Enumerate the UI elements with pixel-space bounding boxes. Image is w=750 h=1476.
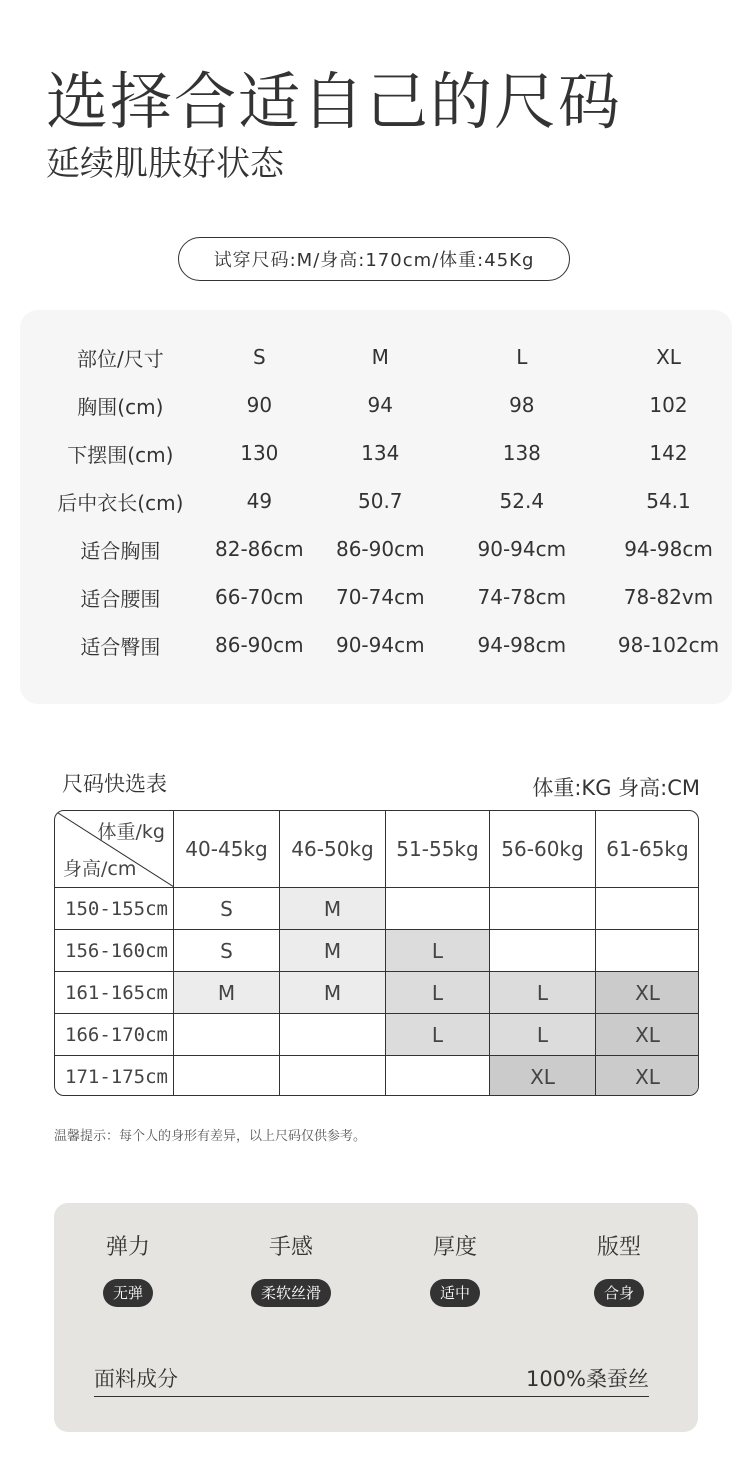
page-title: 选择合适自己的尺码 [46, 65, 623, 138]
quick-select-row [55, 888, 700, 930]
size-cell [280, 1014, 386, 1056]
size-cell: M [280, 930, 386, 972]
size-cell [174, 1014, 280, 1056]
feature-hand-feel [231, 1233, 351, 1307]
size-chart-row-label: 胸围(cm) [77, 394, 164, 419]
size-chart-cell: 82-86cm [215, 537, 304, 561]
fabric-label: 面料成分 [94, 1367, 178, 1391]
quick-select-table-frame [54, 810, 699, 1096]
size-chart-cell: 130 [240, 441, 279, 465]
feature-fit [559, 1233, 679, 1307]
quick-select-header-row [55, 811, 700, 888]
height-row-label: 161-165cm [55, 972, 174, 1014]
feature-value-badge: 合身 [594, 1279, 644, 1307]
size-tip-note: 温馨提示：每个人的身形有差异，以上尺码仅供参考。 [54, 1129, 367, 1144]
size-cell: L [490, 972, 596, 1014]
size-cell: L [490, 1014, 596, 1056]
size-chart-row [38, 621, 738, 669]
size-chart-row-label: 下摆围(cm) [67, 442, 174, 467]
feature-label: 版型 [596, 1235, 641, 1260]
height-row-label: 150-155cm [55, 888, 174, 930]
quick-select-units: 体重:KG 身高:CM [532, 776, 700, 800]
size-chart-cell: 90-94cm [335, 633, 425, 657]
size-cell: XL [596, 1056, 700, 1097]
size-chart-cell: 138 [502, 441, 541, 465]
size-chart-row [38, 573, 738, 621]
size-chart-row-label: 适合胸围 [80, 538, 161, 563]
size-chart-cell: 98 [509, 393, 535, 417]
size-chart-table [38, 333, 738, 669]
size-chart-cell: 94-98cm [624, 537, 713, 561]
size-chart-cell: 52.4 [499, 489, 545, 513]
size-chart-cell: 74-78cm [477, 585, 567, 609]
weight-header-cell: 46-50kg [280, 811, 386, 888]
size-chart-cell: 78-82vm [623, 585, 714, 609]
size-cell [490, 930, 596, 972]
size-cell: S [174, 930, 280, 972]
size-chart-cell: 70-74cm [335, 585, 425, 609]
size-cell: M [280, 888, 386, 930]
quick-select-corner-cell [55, 811, 174, 888]
height-row-label: 171-175cm [55, 1056, 174, 1097]
weight-header-cell: 61-65kg [596, 811, 700, 888]
size-cell: S [174, 888, 280, 930]
size-chart-header-row [38, 333, 738, 381]
fabric-composition-row [94, 1360, 649, 1397]
size-chart-cell: 142 [649, 441, 688, 465]
size-cell: L [386, 930, 490, 972]
size-chart-cell: 94-98cm [477, 633, 567, 657]
size-chart-header-cell: XL [656, 345, 681, 369]
size-chart-cell: 66-70cm [215, 585, 304, 609]
size-chart-cell: 54.1 [646, 489, 691, 513]
size-chart-cell: 49 [246, 489, 273, 513]
size-cell: L [386, 1014, 490, 1056]
size-cell: M [174, 972, 280, 1014]
size-chart-row-label: 适合臀围 [80, 634, 161, 659]
corner-weight-label: 体重/kg [97, 821, 165, 843]
size-chart-cell: 90-94cm [477, 537, 567, 561]
height-row-label: 156-160cm [55, 930, 174, 972]
size-cell: M [280, 972, 386, 1014]
size-cell [596, 930, 700, 972]
size-cell: XL [490, 1056, 596, 1097]
feature-value-badge: 无弹 [103, 1279, 153, 1307]
quick-select-row [55, 930, 700, 972]
size-chart-header-cell: L [516, 345, 528, 369]
size-chart-row [38, 477, 738, 525]
size-chart-cell: 98-102cm [617, 633, 720, 657]
size-cell: XL [596, 1014, 700, 1056]
page-subtitle: 延续肌肤好状态 [46, 144, 284, 184]
quick-select-row [55, 1014, 700, 1056]
quick-select-row [55, 972, 700, 1014]
height-row-label: 166-170cm [55, 1014, 174, 1056]
weight-header-cell: 40-45kg [174, 811, 280, 888]
feature-label: 厚度 [432, 1235, 477, 1260]
size-cell: XL [596, 972, 700, 1014]
feature-value-badge: 柔软丝滑 [251, 1279, 331, 1307]
size-chart-cell: 50.7 [358, 489, 403, 513]
size-cell [280, 1056, 386, 1097]
corner-height-label: 身高/cm [63, 858, 137, 880]
size-cell [386, 1056, 490, 1097]
size-chart-cell: 86-90cm [335, 537, 425, 561]
feature-label: 弹力 [105, 1235, 150, 1260]
size-chart-cell: 94 [367, 393, 393, 417]
size-chart-cell: 102 [649, 393, 688, 417]
quick-select-title: 尺码快选表 [62, 772, 167, 796]
size-cell [490, 888, 596, 930]
size-chart-row [38, 429, 738, 477]
size-chart-row-label: 后中衣长(cm) [57, 490, 184, 515]
size-chart-header-cell: S [252, 345, 266, 369]
size-chart-header-cell: 部位/尺寸 [76, 346, 164, 371]
weight-header-cell: 51-55kg [386, 811, 490, 888]
size-chart-header-cell: M [371, 345, 389, 369]
quick-select-table [54, 810, 699, 1096]
quick-select-row [55, 1056, 700, 1097]
weight-header-cell: 56-60kg [490, 811, 596, 888]
size-chart-row [38, 525, 738, 573]
size-cell [174, 1056, 280, 1097]
size-chart-cell: 90 [246, 393, 273, 417]
feature-thickness [395, 1233, 515, 1307]
feature-label: 手感 [268, 1235, 313, 1260]
fabric-value: 100%桑蚕丝 [525, 1367, 649, 1391]
size-cell [386, 888, 490, 930]
feature-value-badge: 适中 [430, 1279, 480, 1307]
size-chart-cell: 86-90cm [215, 633, 304, 657]
feature-elasticity [68, 1233, 188, 1307]
size-cell: L [386, 972, 490, 1014]
size-chart-cell: 134 [361, 441, 400, 465]
size-chart-row-label: 适合腰围 [80, 586, 161, 611]
try-on-info-badge: 试穿尺码:M/身高:170cm/体重:45Kg [178, 237, 570, 281]
size-cell [596, 888, 700, 930]
size-chart-row [38, 381, 738, 429]
